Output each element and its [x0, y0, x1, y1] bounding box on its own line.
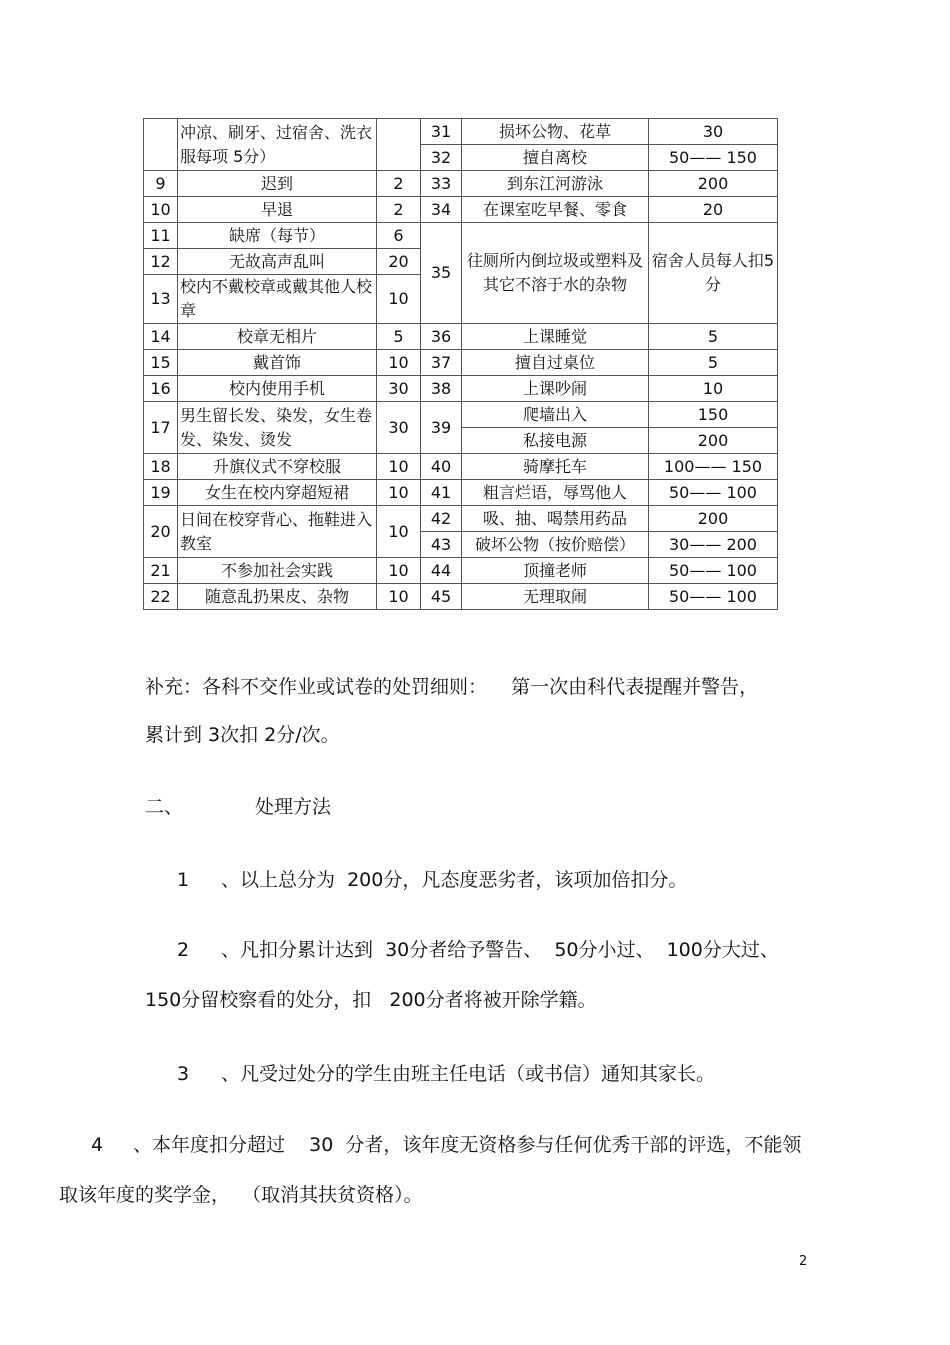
cell-no: 15: [144, 350, 178, 376]
cell-item: 上课睡觉: [462, 324, 649, 350]
cell-points: 20: [649, 197, 778, 223]
penalty-table: [143, 118, 778, 610]
cell-no: 41: [421, 480, 462, 506]
cell-item: 早退: [178, 197, 377, 223]
cell-points: 200: [649, 428, 778, 454]
cell-points: 宿舍人员每人扣5分: [649, 223, 778, 324]
item-2-text: 、凡扣分累计达到 30分者给予警告、 50分小过、 100分大过、: [221, 939, 779, 961]
cell-no: 42: [421, 506, 462, 532]
cell-points: 6: [377, 223, 421, 249]
cell-points: 10: [377, 558, 421, 584]
cell-points: 2: [377, 197, 421, 223]
cell-points: 5: [377, 324, 421, 350]
cell-points: 10: [377, 454, 421, 480]
cell-points: 150: [649, 402, 778, 428]
cell-no: 12: [144, 249, 178, 275]
cell-item: 擅自离校: [462, 145, 649, 171]
cell-no: 43: [421, 532, 462, 558]
table-row: [144, 197, 778, 223]
cell-item: 到东江河游泳: [462, 171, 649, 197]
table-row: [144, 324, 778, 350]
table-row: [144, 558, 778, 584]
cell-points: 30: [377, 402, 421, 454]
table-row: [144, 119, 778, 145]
table-row: [144, 223, 778, 249]
table-row: [144, 402, 778, 428]
page-number: 2: [799, 1254, 808, 1269]
cell-no: 21: [144, 558, 178, 584]
cell-points: 5: [649, 350, 778, 376]
cell-item: 私接电源: [462, 428, 649, 454]
cell-points: 20: [377, 249, 421, 275]
cell-points: 200: [649, 506, 778, 532]
cell-points: 10: [649, 376, 778, 402]
cell-item: 男生留长发、染发，女生卷发、染发、烫发: [178, 402, 377, 454]
cell-no: 44: [421, 558, 462, 584]
cell-no: 31: [421, 119, 462, 145]
cell-no: 14: [144, 324, 178, 350]
cell-item: 日间在校穿背心、拖鞋进入教室: [178, 506, 377, 558]
cell-no: 32: [421, 145, 462, 171]
table-row: [144, 171, 778, 197]
cell-item: 在课室吃早餐、零食: [462, 197, 649, 223]
cell-item: 擅自过桌位: [462, 350, 649, 376]
table-row: [144, 506, 778, 532]
cell-no: 16: [144, 376, 178, 402]
item-3-text: 、凡受过处分的学生由班主任电话（或书信）通知其家长。: [221, 1063, 716, 1085]
cell-points: [377, 119, 421, 171]
cell-item: 无理取闹: [462, 584, 649, 610]
cell-item: 戴首饰: [178, 350, 377, 376]
supplement-line-1: 补充：各科不交作业或试卷的处罚细则： 第一次由科代表提醒并警告，: [145, 676, 759, 698]
cell-no: 45: [421, 584, 462, 610]
table-row: [144, 584, 778, 610]
cell-item: 升旗仪式不穿校服: [178, 454, 377, 480]
table-row: [144, 376, 778, 402]
cell-item: 迟到: [178, 171, 377, 197]
item-3-number: 3: [177, 1063, 190, 1085]
cell-item: 随意乱扔果皮、杂物: [178, 584, 377, 610]
cell-item: 骑摩托车: [462, 454, 649, 480]
cell-no: 11: [144, 223, 178, 249]
cell-points: 5: [649, 324, 778, 350]
item-4-text: 、本年度扣分超过 30 分者，该年度无资格参与任何优秀干部的评选，不能领: [133, 1134, 802, 1156]
cell-points: 10: [377, 506, 421, 558]
cell-no: 34: [421, 197, 462, 223]
cell-no: 36: [421, 324, 462, 350]
cell-no: 40: [421, 454, 462, 480]
cell-no: 18: [144, 454, 178, 480]
cell-item: 损坏公物、花草: [462, 119, 649, 145]
cell-no: 37: [421, 350, 462, 376]
item-2-number: 2: [177, 939, 190, 961]
cell-points: 10: [377, 584, 421, 610]
cell-no: 33: [421, 171, 462, 197]
cell-item: 粗言烂语，辱骂他人: [462, 480, 649, 506]
table-row: [144, 480, 778, 506]
item-4-continuation: 取该年度的奖学金， （取消其扶贫资格）。: [59, 1184, 423, 1206]
cell-no: 9: [144, 171, 178, 197]
cell-item: 不参加社会实践: [178, 558, 377, 584]
cell-item: 缺席（每节）: [178, 223, 377, 249]
item-4-number: 4: [91, 1134, 104, 1156]
table-row: [144, 454, 778, 480]
cell-item: 往厕所内倒垃圾或塑料及其它不溶于水的杂物: [462, 223, 649, 324]
cell-points: 30: [377, 376, 421, 402]
cell-points: 10: [377, 275, 421, 324]
cell-no: 10: [144, 197, 178, 223]
cell-item: 女生在校内穿超短裙: [178, 480, 377, 506]
cell-no: [144, 119, 178, 171]
cell-item: 上课吵闹: [462, 376, 649, 402]
cell-points: 30: [649, 119, 778, 145]
section-number: 二、: [145, 796, 184, 818]
cell-no: 35: [421, 223, 462, 324]
cell-item: 校内使用手机: [178, 376, 377, 402]
cell-item: 冲凉、刷牙、过宿舍、洗衣服每项 5分）: [178, 119, 377, 171]
cell-item: 吸、抽、喝禁用药品: [462, 506, 649, 532]
cell-points: 200: [649, 171, 778, 197]
cell-item: 破坏公物（按价赔偿）: [462, 532, 649, 558]
cell-no: 19: [144, 480, 178, 506]
item-1-text: 、以上总分为 200分，凡态度恶劣者，该项加倍扣分。: [221, 869, 688, 891]
table-row: [144, 350, 778, 376]
cell-no: 39: [421, 402, 462, 454]
cell-item: 校内不戴校章或戴其他人校章: [178, 275, 377, 324]
cell-points: 100—— 150: [649, 454, 778, 480]
cell-points: 50—— 100: [649, 558, 778, 584]
cell-points: 50—— 100: [649, 480, 778, 506]
cell-points: 2: [377, 171, 421, 197]
cell-points: 50—— 150: [649, 145, 778, 171]
item-2-continuation: 150分留校察看的处分，扣 200分者将被开除学籍。: [145, 989, 597, 1011]
cell-no: 13: [144, 275, 178, 324]
cell-item: 无故高声乱叫: [178, 249, 377, 275]
item-1-number: 1: [177, 869, 190, 891]
cell-points: 50—— 100: [649, 584, 778, 610]
cell-no: 20: [144, 506, 178, 558]
cell-points: 10: [377, 350, 421, 376]
cell-points: 10: [377, 480, 421, 506]
cell-item: 校章无相片: [178, 324, 377, 350]
cell-no: 17: [144, 402, 178, 454]
cell-points: 30—— 200: [649, 532, 778, 558]
cell-no: 22: [144, 584, 178, 610]
cell-item: 顶撞老师: [462, 558, 649, 584]
section-title: 处理方法: [255, 796, 332, 818]
cell-no: 38: [421, 376, 462, 402]
cell-item: 爬墙出入: [462, 402, 649, 428]
supplement-line-2: 累计到 3次扣 2分/次。: [145, 724, 340, 746]
